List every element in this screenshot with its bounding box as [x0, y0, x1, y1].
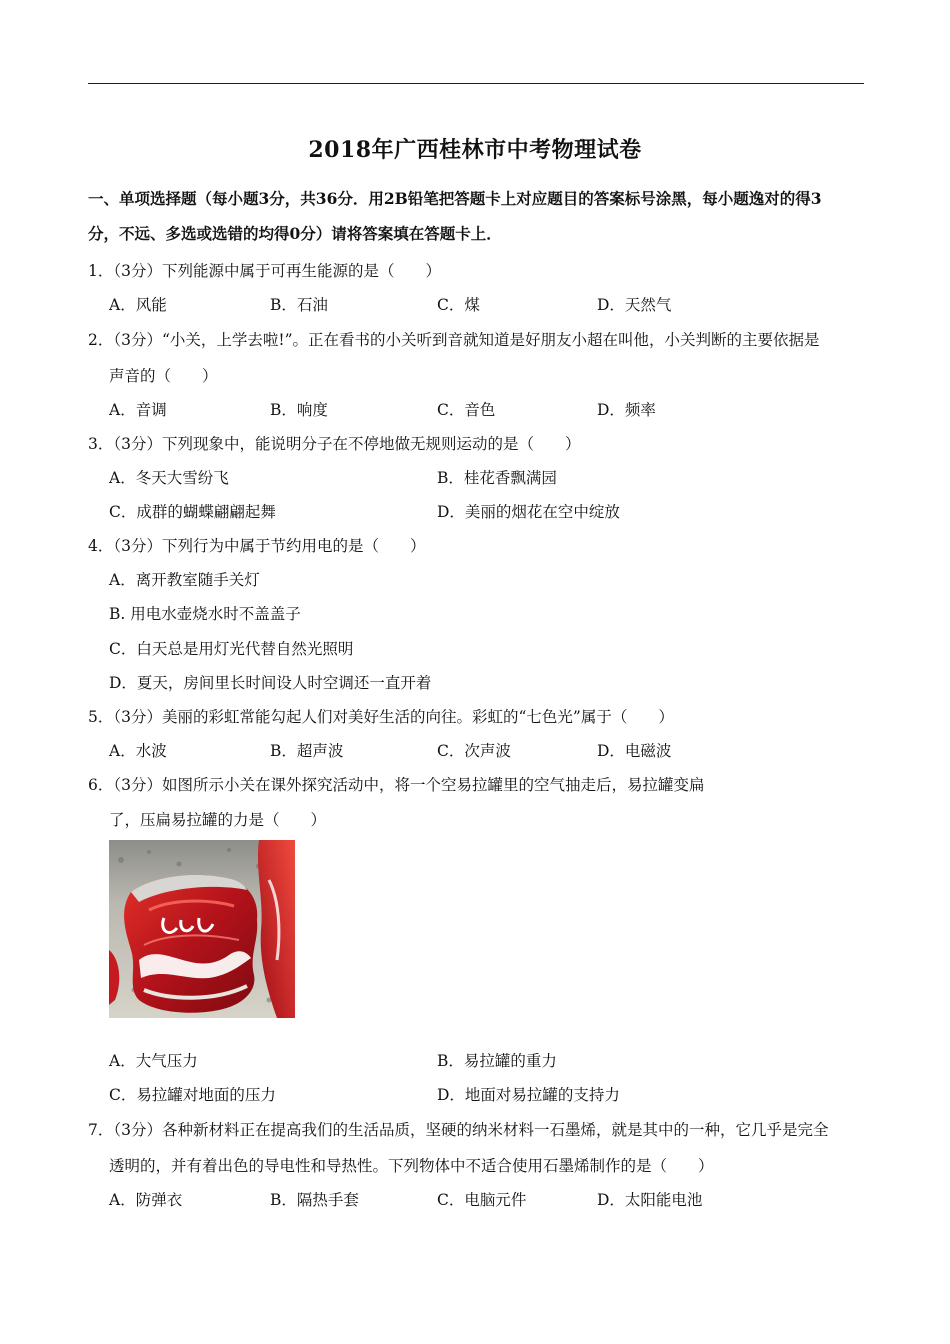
- q4-option-d: D．夏天，房间里长时间设人时空调还一直开着: [109, 674, 432, 692]
- q6-option-d: D．地面对易拉罐的支持力: [437, 1086, 620, 1104]
- question-4-stem: 4．（3分）下列行为中属于节约用电的是（ ）: [88, 537, 426, 555]
- crushed-can-photo: [109, 840, 295, 1018]
- q2-option-c: C．音色: [437, 401, 496, 419]
- question-2-stem-line1: 2．（3分）“小关，上学去啦!”。正在看书的小关听到音就知道是好朋友小超在叫他，小关判断的主要依据是: [88, 331, 820, 349]
- q2-option-a: A．音调: [109, 401, 167, 419]
- question-5-stem: 5．（3分）美丽的彩虹常能勾起人们对美好生活的向往。彩虹的“七色光”属于（ ）: [88, 708, 674, 726]
- q6-option-a: A．大气压力: [109, 1052, 198, 1070]
- q7-option-d: D．太阳能电池: [597, 1191, 703, 1209]
- q2-option-d: D．频率: [597, 401, 656, 419]
- q3-option-a: A．冬天大雪纷飞: [109, 469, 229, 487]
- q5-option-a: A．水波: [109, 742, 167, 760]
- q6-option-b: B．易拉罐的重力: [437, 1052, 557, 1070]
- question-7-stem-line2: 透明的，并有着出色的导电性和导热性。下列物体中不适合使用石墨烯制作的是（ ）: [109, 1157, 714, 1175]
- q7-option-b: B．隔热手套: [270, 1191, 359, 1209]
- question-7-stem-line1: 7．（3分）各种新材料正在提高我们的生活品质，坚硬的纳米材料一石墨烯，就是其中的一种，它几乎是完全: [88, 1121, 829, 1139]
- q1-option-d: D．天然气: [597, 296, 672, 314]
- q4-option-c: C．白天总是用灯光代替自然光照明: [109, 640, 354, 658]
- q3-option-b: B．桂花香飘满园: [437, 469, 557, 487]
- q3-option-d: D．美丽的烟花在空中绽放: [437, 503, 620, 521]
- q2-option-b: B．响度: [270, 401, 328, 419]
- q4-option-b: B. 用电水壶烧水时不盖盖子: [109, 605, 301, 623]
- question-3-stem: 3．（3分）下列现象中，能说明分子在不停地做无规则运动的是（ ）: [88, 435, 581, 453]
- header-rule: [88, 83, 864, 84]
- question-2-stem-line2: 声音的（ ）: [109, 367, 218, 385]
- question-6-stem-line2: 了，压扁易拉罐的力是（ ）: [109, 811, 327, 829]
- section-instructions-line2: 分，不远、多选或选错的均得0分）请将答案填在答题卡上．: [88, 224, 502, 243]
- q1-option-b: B．石油: [270, 296, 328, 314]
- section-instructions-line1: 一、单项选择题（每小题3分，共36分．用2B铅笔把答题卡上对应题目的答案标号涂黑，每小题逸对的得3: [88, 189, 822, 208]
- q5-option-b: B．超声波: [270, 742, 344, 760]
- q7-option-c: C．电脑元件: [437, 1191, 527, 1209]
- q1-option-c: C．煤: [437, 296, 480, 314]
- q5-option-c: C．次声波: [437, 742, 511, 760]
- q4-option-a: A．离开教室随手关灯: [109, 571, 260, 589]
- question-1-stem: 1．（3分）下列能源中属于可再生能源的是（ ）: [88, 262, 441, 280]
- q3-option-c: C．成群的蝴蝶翩翩起舞: [109, 503, 276, 521]
- exam-title: 2018年广西桂林市中考物理试卷: [308, 137, 642, 163]
- q1-option-a: A．风能: [109, 296, 167, 314]
- q5-option-d: D．电磁波: [597, 742, 672, 760]
- q7-option-a: A．防弹衣: [109, 1191, 183, 1209]
- q6-option-c: C．易拉罐对地面的压力: [109, 1086, 276, 1104]
- question-6-stem-line1: 6．（3分）如图所示小关在课外探究活动中，将一个空易拉罐里的空气抽走后，易拉罐变扁: [88, 776, 705, 794]
